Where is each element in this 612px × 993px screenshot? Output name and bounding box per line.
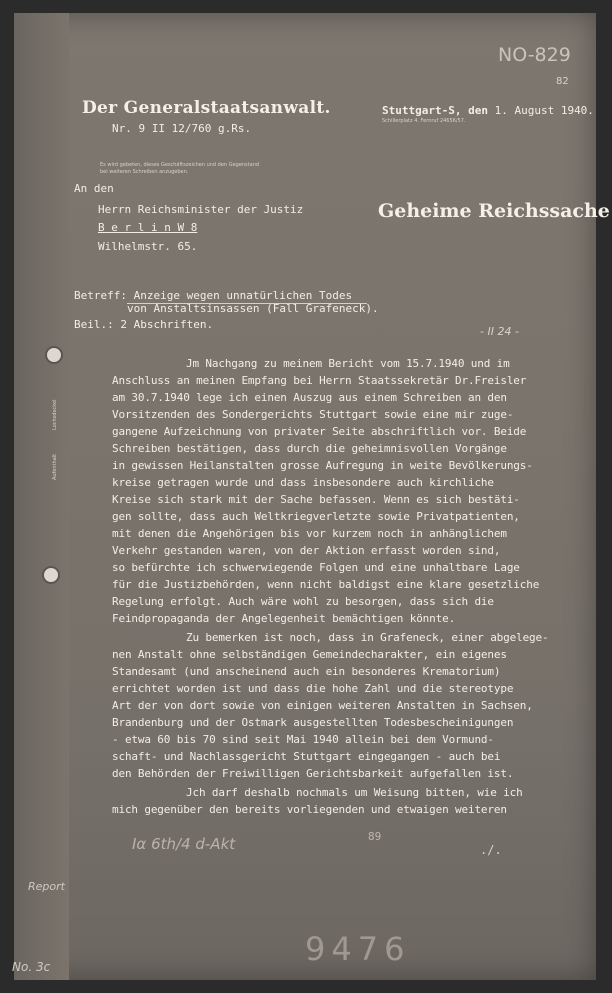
margin-reference: No. 3c <box>12 960 51 974</box>
body-line: Standesamt (und anscheinend auch ein besonderes Krematorium) <box>112 665 501 678</box>
side-text-lower: Aufenthalt <box>52 453 58 480</box>
archive-stamp-number: 9476 <box>305 930 411 968</box>
body-line: schaft- und Nachlassgericht Stuttgart eingegangen - auch bei <box>112 750 501 763</box>
subject-line-2: von Anstaltsinsassen (Fall Grafeneck). <box>127 302 379 315</box>
page-mark: 82 <box>556 76 569 87</box>
classification-stamp: Geheime Reichssache <box>378 200 610 222</box>
punch-hole-bottom <box>42 566 60 584</box>
authority-heading: Der Generalstaatsanwalt. <box>82 98 331 118</box>
handwritten-annotation: Iα 6th/4 d-Akt <box>132 835 236 853</box>
continuation-mark: ./. <box>480 843 502 857</box>
reference-note: Es wird gebeten, dieses Geschäftszeichen und den Gegenstand bei weiteren Schreiben anzugeben. <box>100 162 260 175</box>
body-line: gen sollte, dass auch Weltkriegverletzte sowie Privatpatienten, <box>112 510 520 523</box>
body-line: Feindpropaganda der Angelegenheit bemächtigen könnte. <box>112 612 456 625</box>
recipient-city: B e r l i n W 8 <box>98 221 198 234</box>
body-line: mit denen die Angehörigen bis vor kurzem noch in anhänglichem <box>112 527 507 540</box>
place: Stuttgart-S, den <box>382 104 488 117</box>
body-line: - etwa 60 bis 70 sind seit Mai 1940 allein bei dem Vormund- <box>112 733 494 746</box>
archive-number: NO-829 <box>498 44 571 66</box>
body-line: Jm Nachgang zu meinem Bericht vom 15.7.1940 und im <box>186 357 510 370</box>
body-line: so befürchte ich schwerwiegende Folgen und eine unhaltbare Lage <box>112 561 520 574</box>
reference-number: Nr. 9 II 12/760 g.Rs. <box>112 122 252 135</box>
body-line: in gewissen Heilanstalten grosse Aufregung in weite Bevölkerungs- <box>112 459 533 472</box>
body-line: Zu bemerken ist noch, dass in Grafeneck, einer abgelege- <box>186 631 549 644</box>
place-date-line <box>382 104 594 117</box>
body-line: Vorsitzenden des Sondergerichts Stuttgart sowie eine mir zuge- <box>112 408 514 421</box>
body-line: am 30.7.1940 lege ich einen Auszug aus einem Schreiben an den <box>112 391 507 404</box>
recipient-line-1: An den <box>74 182 114 195</box>
subject-label: Betreff: <box>74 289 127 302</box>
body-line: Regelung erfolgt. Auch wäre wohl zu besorgen, dass sich die <box>112 595 494 608</box>
handwritten-number: - II 24 - <box>480 325 519 338</box>
office-address: Schillerplatz 4. Fernruf 24656/57. <box>382 118 466 124</box>
body-line: Schreiben bestätigen, dass durch die geheimnisvollen Vorgänge <box>112 442 507 455</box>
body-line: Jch darf deshalb nochmals um Weisung bitten, wie ich <box>186 786 523 799</box>
body-line: mich gegenüber den bereits vorliegenden und etwaigen weiteren <box>112 803 507 816</box>
subject-line-1 <box>74 289 352 302</box>
folder-tab <box>14 13 69 980</box>
date: 1. August 1940. <box>494 104 594 117</box>
subject-text: Anzeige wegen unnatürlichen Todes <box>133 289 353 302</box>
attachments: Beil.: 2 Abschriften. <box>74 318 214 331</box>
side-text-upper: Lochsdeckel <box>52 399 58 430</box>
body-line: Art der von dort sowie von einigen weiteren Anstalten in Sachsen, <box>112 699 533 712</box>
body-line: den Behörden der Freiwilligen Gerichtsbarkeit aufgefallen ist. <box>112 767 514 780</box>
body-line: Kreise sich stark mit der Sache befassen. Wenn es sich bestäti- <box>112 493 520 506</box>
recipient-line-2: Herrn Reichsminister der Justiz <box>98 203 304 216</box>
punch-hole-top <box>45 346 63 364</box>
body-line: errichtet worden ist und dass die hohe Zahl und die stereotype <box>112 682 514 695</box>
body-line: Brandenburg und der Ostmark ausgestellten Todesbescheinigungen <box>112 716 514 729</box>
body-line: nen Anstalt ohne selbständigen Gemeindecharakter, ein eigenes <box>112 648 507 661</box>
body-line: Verkehr gestanden waren, von der Aktion erfasst worden sind, <box>112 544 501 557</box>
body-line: Anschluss an meinen Empfang bei Herrn Staatssekretär Dr.Freisler <box>112 374 527 387</box>
body-line: gangene Aufzeichnung von privater Seite abschriftlich vor. Beide <box>112 425 527 438</box>
recipient-street: Wilhelmstr. 65. <box>98 240 198 253</box>
margin-label: Report <box>28 880 65 893</box>
body-line: für die Justizbehörden, wenn nicht baldigst eine klare gesetzliche <box>112 578 540 591</box>
body-line: kreise getragen wurde und dass insbesondere auch kirchliche <box>112 476 494 489</box>
page-footer-number: 89 <box>368 830 382 843</box>
